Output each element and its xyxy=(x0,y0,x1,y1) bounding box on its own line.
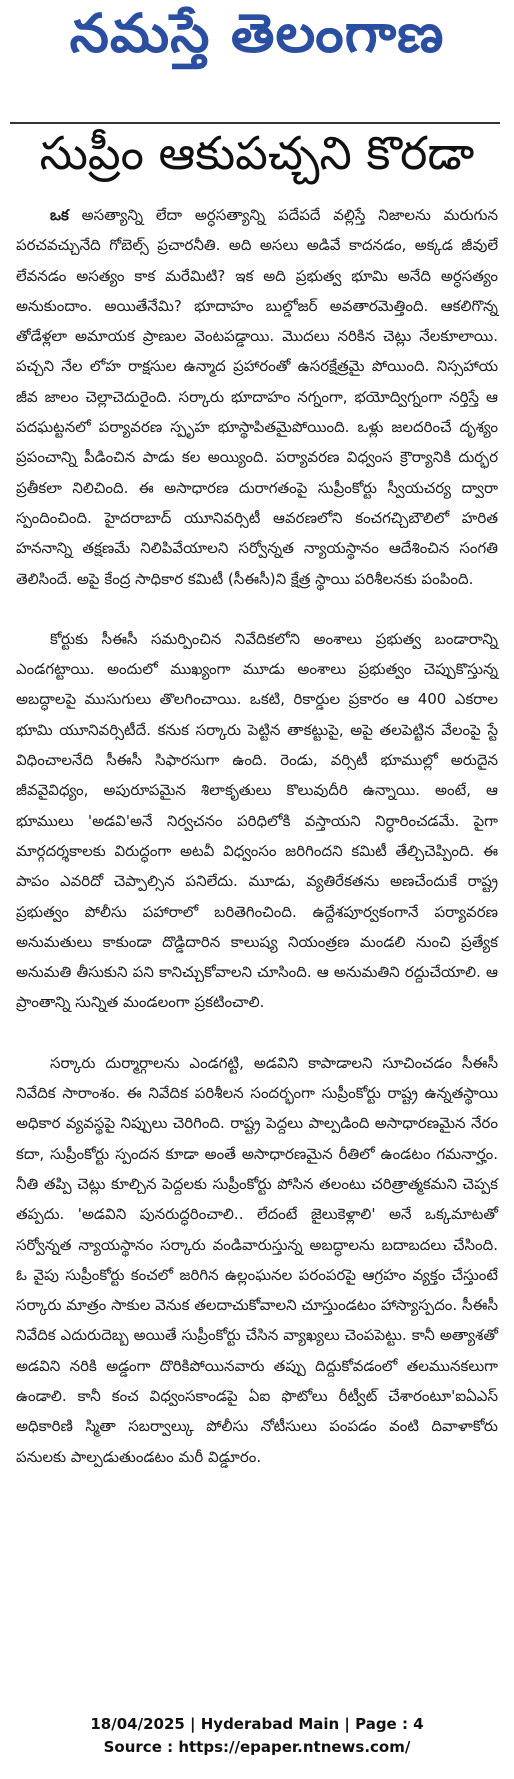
masthead xyxy=(0,0,514,80)
article-paragraph-1 xyxy=(16,200,498,594)
paragraph-2-text: కోర్టుకు సీఈసీ సమర్పించిన నివేదికలోని అంశాలు ప్రభుత్వ బండారాన్ని ఎండగట్టాయి. అందులో ముఖ్యంగా మూడు అంశాలు ప్రభుత్వం చెప్పుకొస్తున్న అబద్ధాలపై ముసుగులు తొలగించాయి. ఒకటి, రికార్డుల ప్రకారం ఆ 400 ఎకరాల భూమి యూనివర్సిటీదే. కనుక సర్కారు పెట్టిన తాకట్టుపై, అపై తలపెట్టిన వేలంపై స్టే విధించాలనేది సీఈసీ సిఫారసుగా ఉంది. రెండు, వర్సిటీ భూముల్లో అరుదైన జీవవైవిధ్యం, అపురూపమైన శిలాకృతులు కొలువుదీరి ఉన్నాయి. అంటే, ఆ భూములు 'అడవి'అనే నిర్వచనం పరిధిలోకి వస్తాయని నిర్ధారించడమే. పైగా మార్గదర్శకాలకు విరుద్ధంగా అటవీ విధ్వంసం జరిగిందని కమిటీ తేల్చిచెప్పింది. ఈ పాపం ఎవరిదో చెప్పాల్సిన పనిలేదు. మూడు, వ్యతిరేకతను అణచేందుకే రాష్ట్ర ప్రభుత్వం పోలీసు పహారాలో బరితెగించింది. ఉద్దేశపూర్వకంగానే పర్యావరణ అనుమతులు కాకుండా దొడ్డిదారిన కాలుష్య నియంత్రణ మండలి నుంచి ప్రత్యేక అనుమతి తీసుకుని పని కానిచ్చుకోవాలని చూసింది. ఆ అనుమతిని రద్దుచేయాలి. ఆ ప్రాంతాన్ని సున్నిత మండలంగా ప్రకటించాలి. xyxy=(16,629,498,1012)
newspaper-logo: నమస్తే తెలంగాణ xyxy=(69,2,445,65)
source-link: Source : https://epaper.ntnews.com/ xyxy=(103,1738,411,1756)
page-footer xyxy=(0,1713,514,1759)
headline-block xyxy=(0,124,514,194)
paragraph-3-text: సర్కారు దుర్మార్గాలను ఎండగట్టి, అడవిని కాపాడాలని సూచించడం సీఈసీ నివేదిక సారాంశం. ఈ నివేదిక పరిశీలన సందర్భంగా సుప్రీంకోర్టు రాష్ట్ర ఉన్నతస్థాయి అధికార వ్యవస్థపై నిప్పులు చెరిగింది. రాష్ట్ర పెద్దలు పాల్పడింది అసాధారణమైన నేరం కదా, సుప్రీంకోర్టు స్పందన కూడా అంతే అసాధారణమైన రీతిలో ఉండటం గమనార్హం. నీతి తప్పి చెట్లు కూల్చిన పెద్దలకు సుప్రీంకోర్టు పోసిన తలంటు చరిత్రాత్మకమని చెప్పక తప్పదు. 'అడవిని పునరుద్ధరించాలి.. లేదంటే జైలుకెళ్లాలి' అనే ఒక్కమాటతో సర్వోన్నత న్యాయస్థానం సర్కారు వండివారుస్తున్న అబద్ధాలను బదాబదలు చేసింది. ఓ వైపు సుప్రీంకోర్టు కంచలో జరిగిన ఉల్లంఘనల పరంపరపై ఆగ్రహం వ్యక్తం చేస్తుంటే సర్కారు మాత్రం సాకుల వెనుక తలదాచుకోవాలని చూస్తుండటం హాస్యాస్పదం. సీఈసీ నివేదిక ఎదురుదెబ్బ అయితే సుప్రీంకోర్టు చేసిన వ్యాఖ్యలు చెంపపెట్టు. కానీ అత్యాశతో అడవిని నరికి అడ్డంగా దొరికిపోయినవారు తప్పు దిద్దుకోవడంలో తలమునకలుగా ఉండాలి. కానీ కంచ విధ్వంసకాండపై ఏఐ ఫొటోలు రీట్వీట్ చేశారంటూ'ఐఏఎస్ అధికారిణి స్మితా సబర్వాల్కు పోలీసు నోటీసులు పంపడం వంటి దివాళాకోరు పనులకు పాల్పడుతుండటం మరీ విడ్డూరం. xyxy=(16,1053,498,1466)
paragraph-1-text: అసత్యాన్ని లేదా అర్ధసత్యాన్ని పదేపదే వల్లిస్తే నిజాలను మరుగున పరచవచ్చునేది గోబెల్స్ ప్రచారనీతి. అది అసలు అడివే కాదనడం, అక్కడ జీవులే లేవనడం అసత్యం కాక మరేమిటి? ఇక అది ప్రభుత్వ భూమి అనేది అర్ధసత్యం అనుకుందాం. అయితేనేమి? భూదాహం బుల్డోజర్ అవతారమెత్తింది. ఆకలిగొన్న తోడేళ్లలా అమాయక ప్రాణుల వెంటపడ్డాయి. మొదలు నరికిన చెట్లు నేలకూలాయి. పచ్చని నేల లోహ రాక్షసుల ఉన్మాద ప్రహారంతో ఉసరక్షేత్రమై పోయింది. నిస్సహాయ జీవ జాలం చెల్లాచెదురైంది. సర్కారు భూదాహం నగ్నంగా, భయోద్విగ్నంగా నర్తిస్తే ఆ పదఘట్టనలో పర్యావరణ స్పృహ భూస్థాపితమైపోయింది. ఒళ్లు జలదరించే దృశ్యం ప్రపంచాన్ని పీడించిన పాడు కల అయ్యింది. పర్యావరణ విధ్వంస క్రౌర్యానికి దుర్భర ప్రతీకలా నిలిచింది. ఈ అసాధారణ దురాగతంపై సుప్రీంకోర్టు స్వీయచర్య ద్వారా స్పందించింది. హైదరాబాద్ యూనివర్సిటీ ఆవరణలోని కంచగచ్చిబౌలిలో హరిత హననాన్ని తక్షణమే నిలిపివేయాలని సర్వోన్నత న్యాయస్థానం ఆదేశించిన సంగతి తెలిసిందే. అపై కేంద్ర సాధికార కమిటీ (సీఈసీ)ని క్షేత్ర స్థాయి పరిశీలనకు పంపింది. xyxy=(16,206,498,588)
edition-info: 18/04/2025 | Hyderabad Main | Page : 4 xyxy=(90,1715,424,1733)
article-headline: సుప్రీం ఆకుపచ్చని కొరడా xyxy=(39,126,475,180)
article-paragraph-3 xyxy=(16,1048,498,1472)
lead-word: ఒక xyxy=(50,206,69,224)
article-paragraph-2 xyxy=(16,624,498,1018)
article-body xyxy=(16,200,498,1472)
